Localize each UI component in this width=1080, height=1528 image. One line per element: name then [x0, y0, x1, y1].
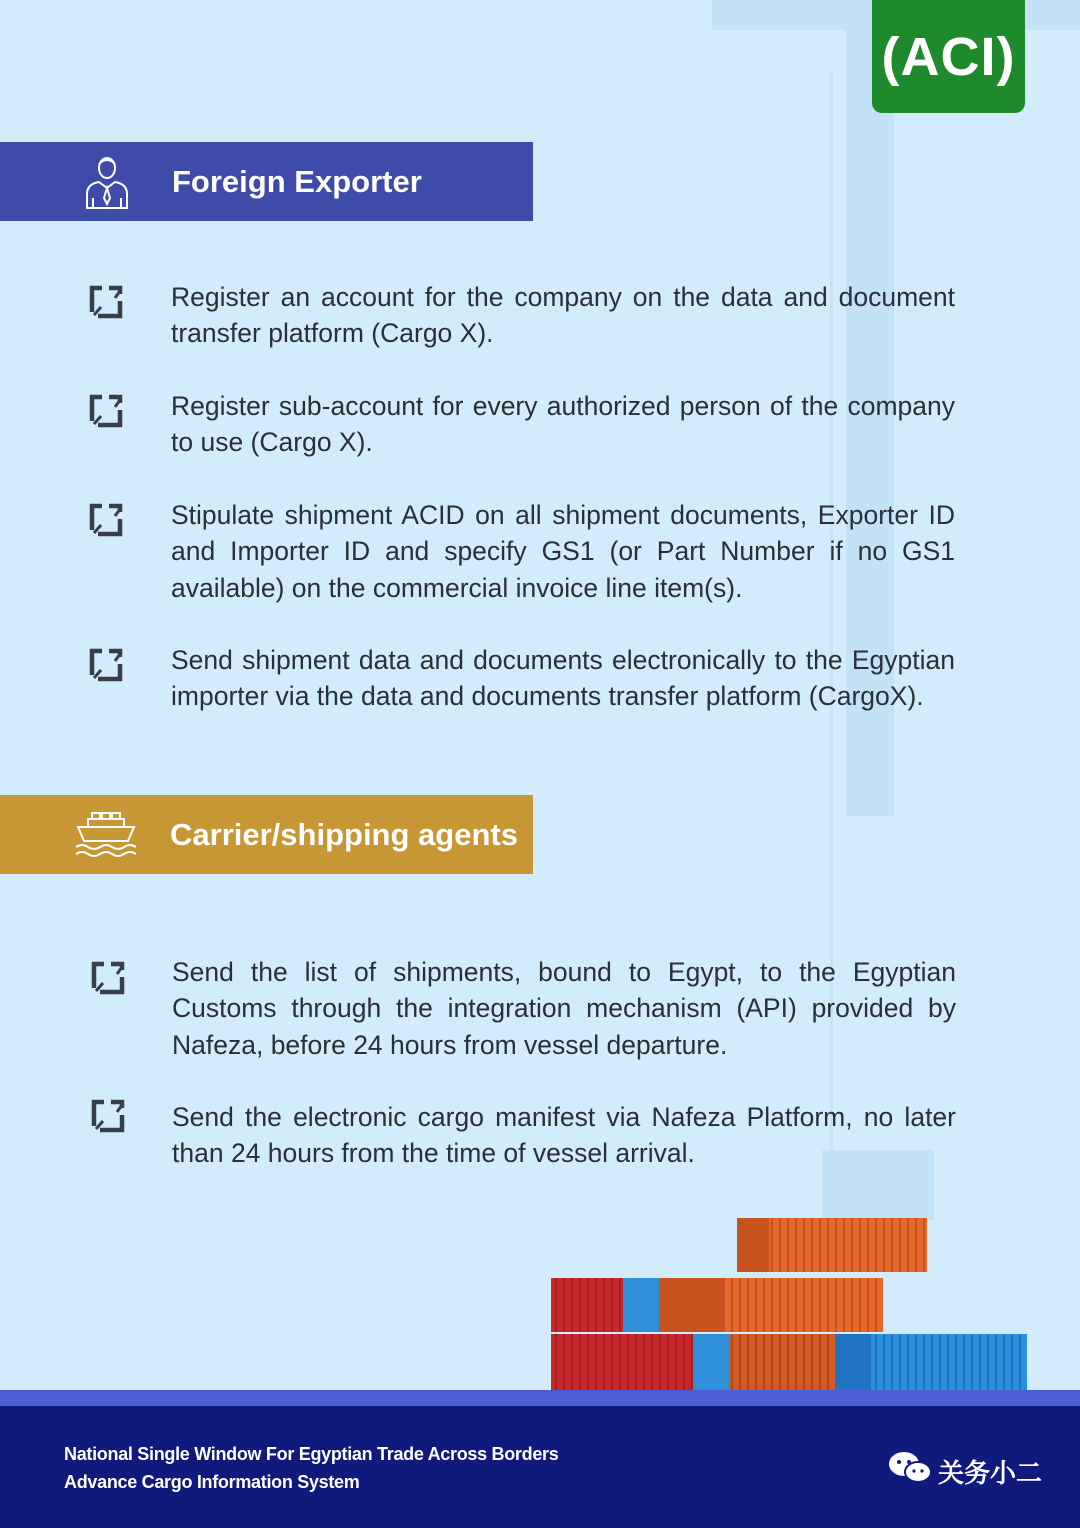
watermark-text: 关务小二	[938, 1458, 1043, 1488]
shipping-containers-illustration	[550, 1216, 1030, 1392]
footer	[0, 1390, 1080, 1528]
checkbox-frame-icon	[90, 960, 126, 996]
aci-badge: (ACI)	[872, 0, 1025, 113]
list-item-text: Send the electronic cargo manifest via Nafeza Platform, no later than 24 hours from the time of vessel arrival.	[172, 1102, 956, 1169]
wechat-icon	[888, 1450, 932, 1493]
list-item-text: Register sub-account for every authorized person of the company to use (Cargo X).	[171, 391, 955, 458]
section-title: Foreign Exporter	[172, 163, 422, 199]
footer-subtitle: Advance Cargo Information System	[64, 1472, 360, 1492]
carrier-shipping-agents-header	[0, 795, 533, 874]
ship-icon	[74, 811, 138, 857]
list-item-text: Register an account for the company on the data and document transfer platform (Cargo X).	[171, 282, 955, 349]
list-item-text: Send shipment data and documents electronically to the Egyptian importer via the data and documents transfer platform (CargoX).	[171, 645, 955, 712]
businessman-icon	[84, 154, 130, 210]
checkbox-frame-icon	[88, 393, 124, 429]
foreign-exporter-header	[0, 142, 533, 221]
checkbox-frame-icon	[88, 647, 124, 683]
watermark	[888, 1450, 1042, 1493]
list-item-text: Send the list of shipments, bound to Egypt, to the Egyptian Customs through the integration mechanism (API) provided by Nafeza, before 24 hours from vessel departure.	[172, 957, 956, 1060]
footer-title: National Single Window For Egyptian Trade Across Borders	[64, 1444, 559, 1464]
checkbox-frame-icon	[88, 502, 124, 538]
checkbox-frame-icon	[90, 1098, 126, 1134]
list-item-text: Stipulate shipment ACID on all shipment documents, Exporter ID and Importer ID and specify GS1 (or Part Number if no GS1 available) on the commercial invoice line item(s).	[171, 500, 955, 603]
checkbox-frame-icon	[88, 284, 124, 320]
section-title: Carrier/shipping agents	[170, 816, 518, 852]
